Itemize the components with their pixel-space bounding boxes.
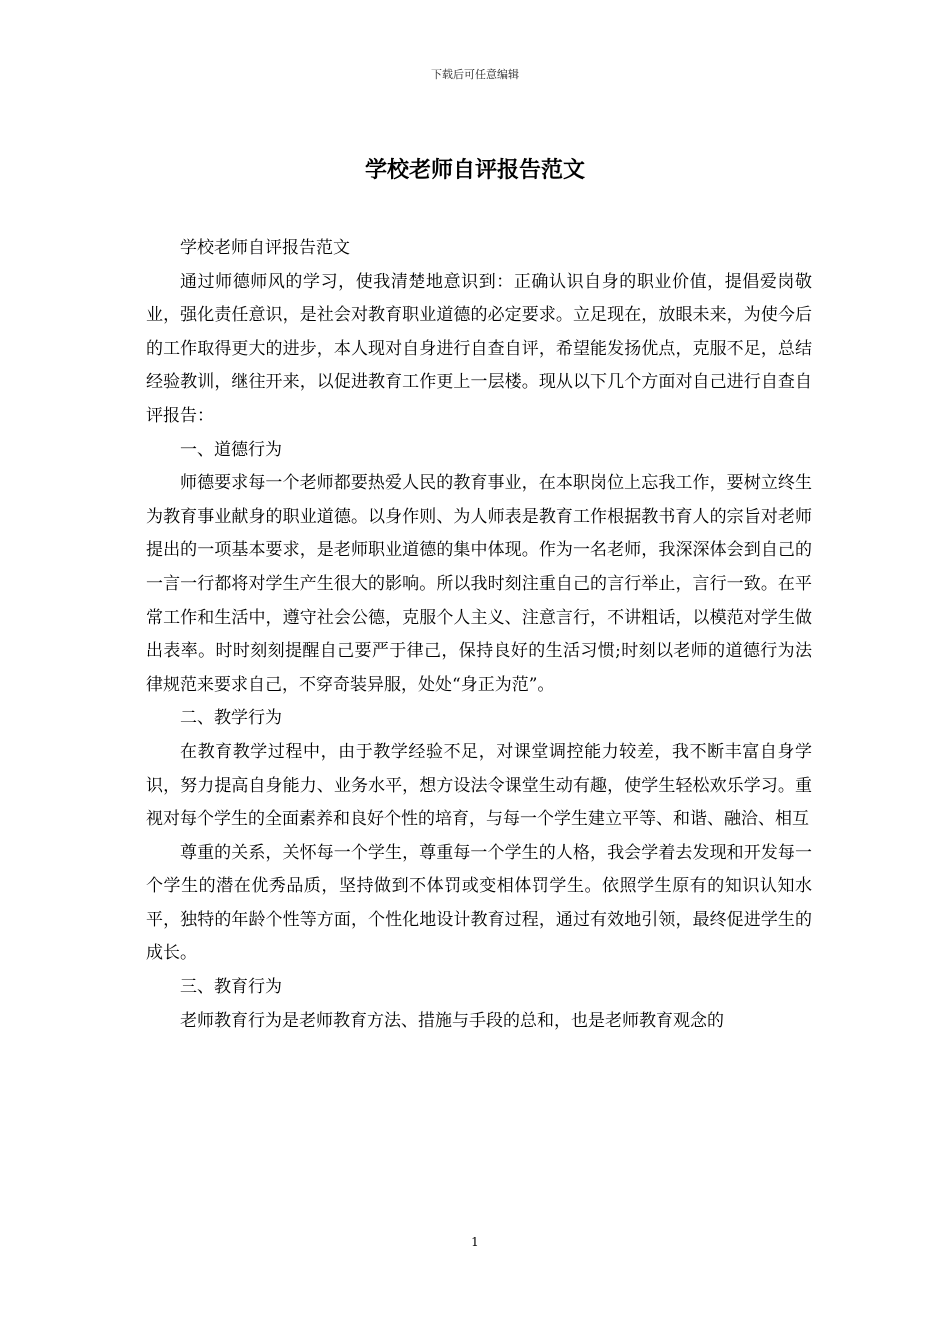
document-title: 学校老师自评报告范文 [364, 157, 585, 183]
paragraph-subtitle: 学校老师自评报告范文 [180, 238, 350, 258]
paragraph-intro: 通过师德师风的学习，使我清楚地意识到：正确认识自身的职业价值，提倡爱岗敬业，强化责任意识，是社会对教育职业道德的必定要求。立足现在，放眼未来，为使今后的工作取得更大的进步，本人现对自身进行自查自评，希望能发扬优点，克服不足，总结经验教训，继往开来，以促进教育工作更上一层楼。现从以下几个方面对自己进行自查自评报告： [146, 271, 812, 426]
paragraph-teaching-conduct: 在教育教学过程中，由于教学经验不足，对课堂调控能力较差，我不断丰富自身学识，努力提高自身能力、业务水平，想方设法令课堂生动有趣，使学生轻松欢乐学习。重视对每个学生的全面素养和良好个性的培育，与每一个学生建立平等、和谐、融洽、相互 [146, 741, 812, 830]
page-number: 1 [471, 1235, 479, 1249]
section-heading-moral-conduct: 一、道德行为 [180, 439, 282, 460]
header-note: 下载后可任意编辑 [431, 68, 519, 81]
paragraph-teaching-conduct-continued: 尊重的关系，关怀每一个学生，尊重每一个学生的人格，我会学着去发现和开发每一个学生的潜在优秀品质，坚持做到不体罚或变相体罚学生。依照学生原有的知识认知水平，独特的年龄个性等方面，个性化地设计教育过程，通过有效地引领，最终促进学生的成长。 [146, 842, 812, 964]
section-heading-teaching-conduct: 二、教学行为 [180, 708, 282, 729]
paragraph-education-conduct: 老师教育行为是老师教育方法、措施与手段的总和，也是老师教育观念的 [180, 1010, 724, 1031]
section-heading-education-conduct: 三、教育行为 [180, 977, 282, 998]
document-body [146, 232, 812, 1038]
paragraph-moral-conduct: 师德要求每一个老师都要热爱人民的教育事业，在本职岗位上忘我工作，要树立终生为教育事业献身的职业道德。以身作则、为人师表是教育工作根据教书育人的宗旨对老师提出的一项基本要求，是老师职业道德的集中体现。作为一名老师，我深深体会到自己的一言一行都将对学生产生很大的影响。所以我时刻注重自己的言行举止，言行一致。在平常工作和生活中，遵守社会公德，克服个人主义、注意言行，不讲粗话，以模范对学生做出表率。时时刻刻提醒自己要严于律己，保持良好的生活习惯;时刻以老师的道德行为法律规范来要求自己，不穿奇装异服，处处“身正为范”。 [146, 473, 812, 695]
